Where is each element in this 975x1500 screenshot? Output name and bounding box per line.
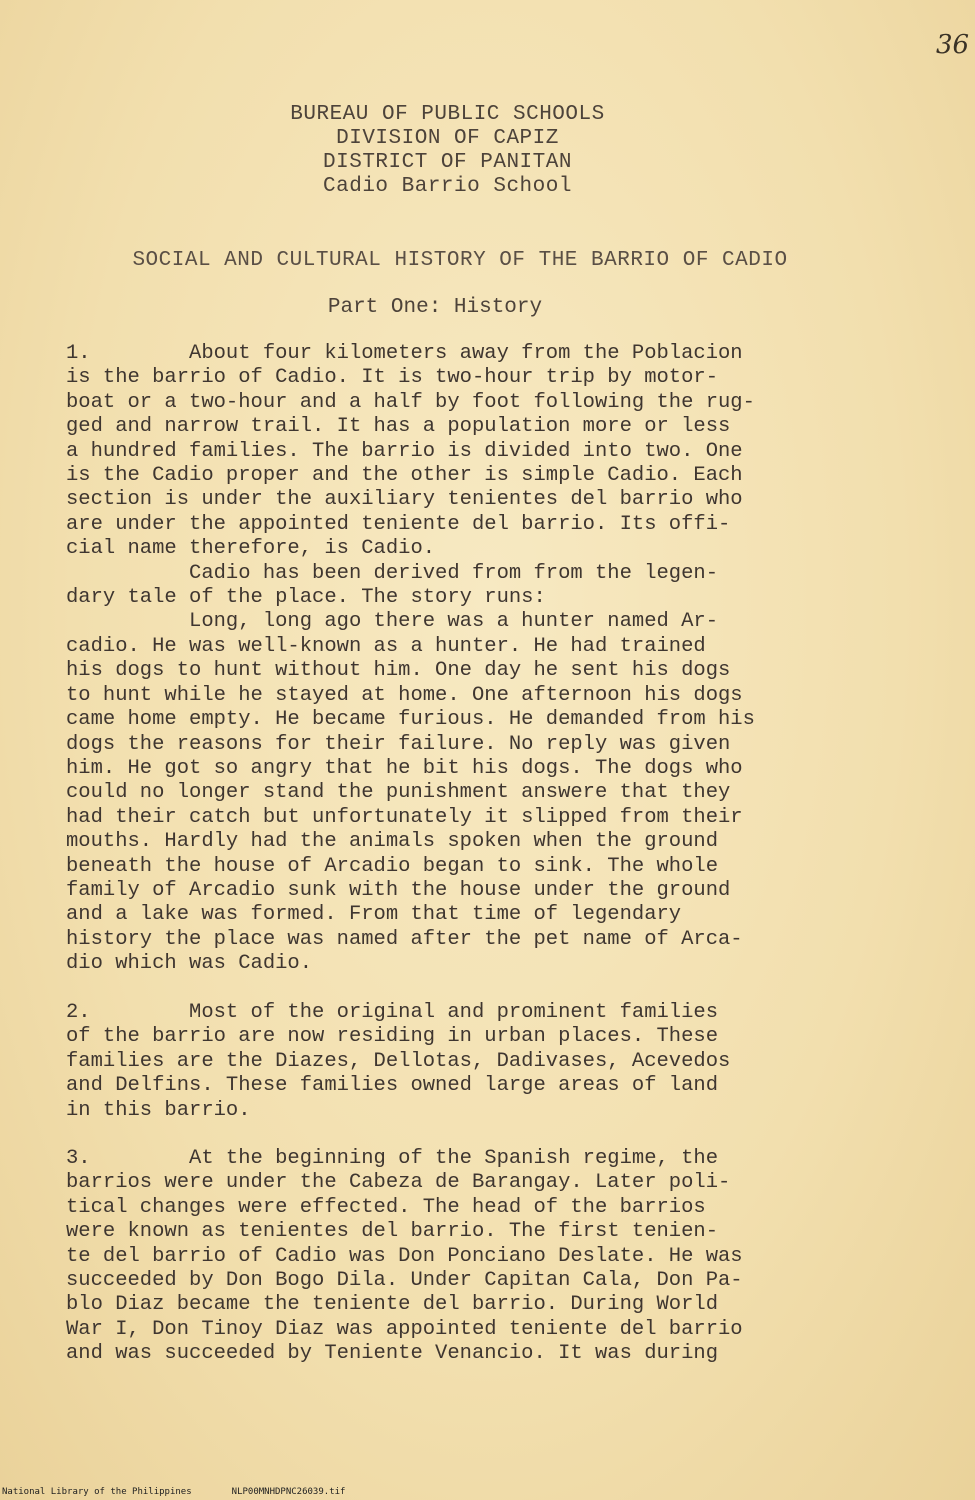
school-line: Cadio Barrio School	[323, 175, 572, 198]
paragraph-2: 2. Most of the original and prominent families of the barrio are now residing in urban places. These families are the Diazes, Dellotas, Dadivases, Acevedos and Delfins. These families owned large areas of land in this barrio.	[66, 1001, 731, 1122]
division-line: DIVISION OF CAPIZ	[336, 127, 559, 150]
scan-footer	[2, 1487, 385, 1497]
paragraph-3: 3. At the beginning of the Spanish regime, the barrios were under the Cabeza de Barangay. Later poli- tical changes were effected. The head of the barrios were known as tenientes del barrio. The first tenien- te del barrio of Cadio was Don Ponciano Deslate. He was succeeded by Don Bogo Dila. Under Capitan Cala, Don Pa- blo Diaz became the teniente del barrio. During World War I, Don Tinoy Diaz was appointed teniente del barrio and was succeeded by Teniente Venancio. It was during	[66, 1147, 743, 1366]
letterhead	[0, 103, 895, 199]
paragraph-1: 1. About four kilometers away from the Poblacion is the barrio of Cadio. It is two-hour trip by motor- boat or a two-hour and a half by foot following the rug- ged and narrow trail. It has a population more or less a hundred families. The barrio is divided into two. One is the Cadio proper and the other is simple Cadio. Each section is under the auxiliary tenientes del barrio who are under the appointed teniente del barrio. Its offi- cial name therefore, is Cadio. Cadio has been derived from from the legen- dary tale of the place. The story runs: Long, long ago there was a hunter named Ar- cadio. He was well-known as a hunter. He had trained his dogs to hunt without him. One day he sent his dogs to hunt while he stayed at home. One afternoon his dogs came home empty. He became furious. He demanded from his dogs the reasons for their failure. No reply was given him. He got so angry that he bit his dogs. The dogs who could no longer stand the punishment answere that they had their catch but unfortunately it slipped from their mouths. Hardly had the animals spoken when the ground beneath the house of Arcadio began to sink. The whole family of Arcadio sunk with the house under the ground and a lake was formed. From that time of legendary history the place was named after the pet name of Arca- dio which was Cadio.	[66, 342, 755, 976]
footer-institution: National Library of the Philippines	[2, 1487, 192, 1497]
footer-filename: NLP00MNHDPNC26039.tif	[231, 1487, 346, 1497]
district-line: DISTRICT OF PANITAN	[323, 151, 572, 174]
part-title: Part One: History	[327, 296, 543, 319]
bureau-line: BUREAU OF PUBLIC SCHOOLS	[290, 103, 605, 126]
document-title: SOCIAL AND CULTURAL HISTORY OF THE BARRIO OF CADIO	[132, 249, 788, 272]
page-number: 36	[936, 30, 970, 60]
